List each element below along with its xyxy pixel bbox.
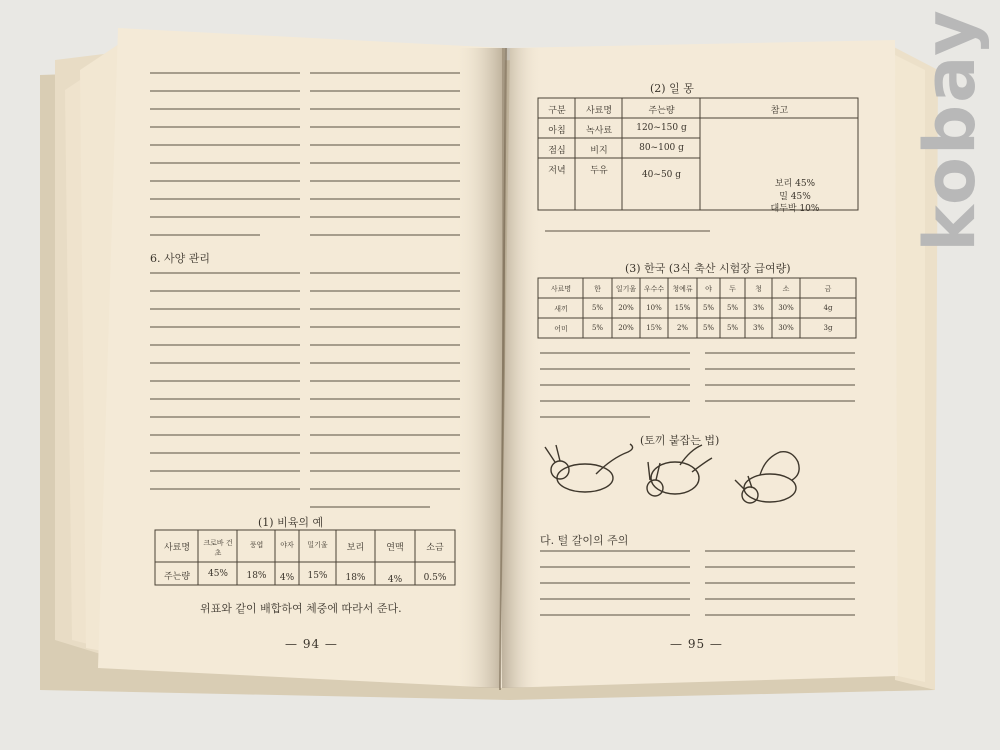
left-table-header: 야자 — [280, 541, 294, 549]
left-table-cell: 15% — [307, 571, 328, 581]
right-table2-cell: 15% — [674, 304, 691, 312]
right-table2-cell: 3% — [752, 304, 765, 312]
right-table2-cell: 15% — [646, 324, 662, 332]
left-table-cell: 45% — [207, 569, 228, 579]
left-table-header: 사료명 — [163, 543, 191, 553]
left-table-header: 소금 — [426, 543, 444, 553]
right-table2-header: 두 — [729, 285, 736, 293]
illustration-caption: (토끼 붙잡는 법) — [640, 434, 720, 447]
right-table2-header: 금 — [824, 285, 832, 293]
right-table2-cell: 4g — [823, 304, 833, 312]
right-table2-cell: 5% — [591, 324, 604, 332]
right-table1-note: 밀 45% — [779, 192, 811, 202]
right-table2-header: 청 — [755, 285, 762, 293]
left-table-caption: (1) 비육의 예 — [258, 516, 324, 529]
left-table-header: 풍엽 — [249, 541, 264, 549]
kobay-watermark — [905, 0, 995, 260]
right-table1-note: 대두박 10% — [770, 204, 820, 214]
right-table2-cell: 3g — [823, 324, 833, 332]
left-page-number: — 94 — — [285, 637, 338, 651]
left-table-cell: 18% — [246, 571, 267, 581]
left-table-cell: 18% — [345, 573, 366, 583]
right-table2-cell: 30% — [778, 324, 794, 332]
right-table2-cell: 3% — [752, 324, 765, 332]
right-table2-header: 사료명 — [550, 285, 572, 293]
right-table2-cell: 어미 — [554, 325, 568, 333]
right-table1-cell: 녹사료 — [585, 126, 613, 136]
left-table-header: 밀기울 — [307, 541, 328, 549]
right-table2-header: 청예류 — [672, 285, 693, 293]
right-table2-cell: 10% — [646, 304, 662, 312]
right-table1-cell: 40~50 g — [641, 170, 682, 180]
right-table1-cell: 점심 — [548, 146, 566, 156]
right-table2-cell: 30% — [778, 304, 794, 312]
right-table2-cell: 5% — [591, 304, 604, 312]
right-table2-cell: 5% — [702, 324, 715, 332]
right-table1-cell: 저녁 — [548, 166, 566, 176]
right-table1-header: 구분 — [548, 106, 566, 116]
right-table1-header: 참고 — [770, 106, 789, 116]
right-table2-header: 한 — [594, 285, 601, 293]
right-table2-cell: 20% — [618, 304, 634, 312]
right-table1-header: 사료명 — [585, 106, 613, 116]
left-table-header: 크로바 건초 — [203, 539, 233, 557]
left-table-cell: 4% — [387, 575, 403, 585]
left-section-heading: 6. 사양 관리 — [150, 252, 210, 265]
right-table1-cell: 120~150 g — [636, 123, 687, 133]
right-table2-cell: 20% — [618, 324, 634, 332]
right-table1-cell: 80~100 g — [639, 143, 684, 153]
left-table-row-label: 주는량 — [163, 572, 191, 582]
right-table2-cell: 2% — [676, 324, 689, 332]
right-table2-cell: 새끼 — [554, 305, 568, 313]
left-footnote: 위표와 같이 배합하여 체중에 따라서 준다. — [200, 602, 402, 615]
right-page-number: — 95 — — [670, 637, 723, 651]
right-table1-note: 보리 45% — [774, 179, 816, 189]
right-page — [500, 40, 898, 688]
left-table-header: 보리 — [346, 543, 365, 553]
right-table1-cell: 비지 — [590, 146, 608, 156]
left-table-cell: 0.5% — [423, 573, 447, 583]
right-table1-cell: 아침 — [548, 126, 566, 136]
right-table1-header: 주는량 — [648, 106, 675, 116]
right-table2-cell: 5% — [726, 304, 739, 312]
right-table2-header: 우수수 — [643, 285, 665, 293]
right-table2-header: 소 — [782, 285, 790, 293]
right-table1-cell: 두유 — [590, 166, 608, 176]
right-table1-caption: (2) 일 몽 — [650, 82, 694, 95]
watermark-text: kobay — [909, 8, 991, 252]
right-table2-header: 야 — [705, 285, 712, 293]
right-table2-header: 일기울 — [615, 285, 637, 293]
left-table-cell: 4% — [279, 573, 295, 583]
right-table2-caption: (3) 한국 (3식 축산 시험장 급여량) — [625, 262, 791, 275]
right-table2-cell: 5% — [702, 304, 715, 312]
right-subheading: 다. 털 갈이의 주의 — [540, 534, 629, 547]
left-table-header: 연맥 — [386, 543, 404, 553]
right-table2-cell: 5% — [726, 324, 739, 332]
